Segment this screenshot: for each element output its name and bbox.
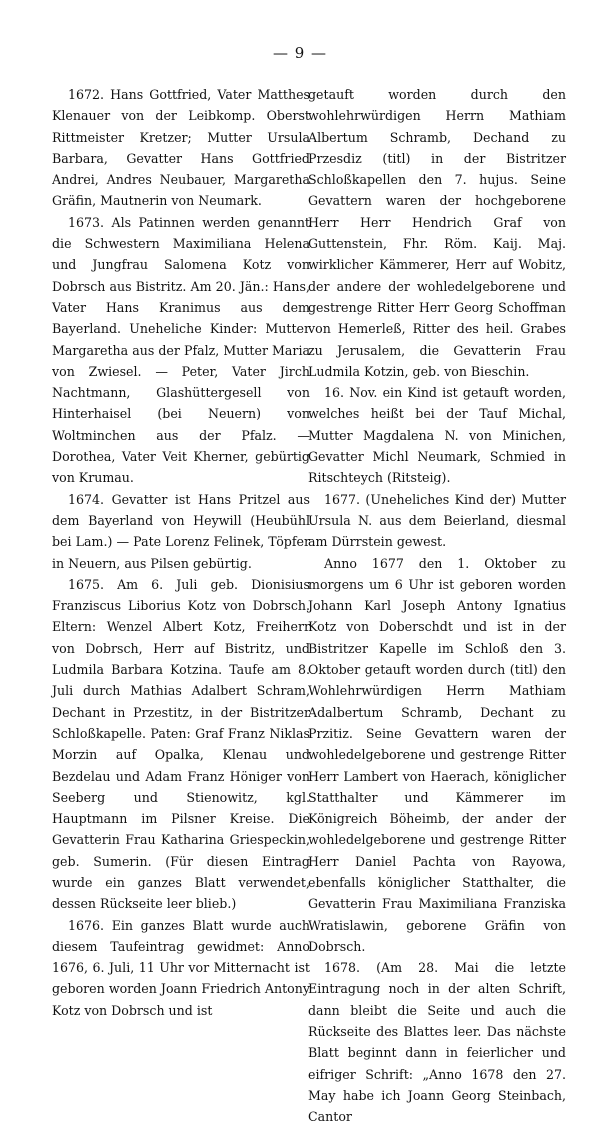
entry-1677: 1677. (Uneheliches Kind der) Mutter Ursula N. aus dem Beierland, diesmal am Dürrstein gewest. (308, 491, 566, 550)
entry-1676-start: 1676. Ein ganzes Blatt wurde auch diesem Taufeintrag gewidmet: Anno 1676, 6. Juli, 11 Uhr vor Mitternacht ist geboren worden Joann Friedrich Antony Kotz von Dobrsch und ist (52, 917, 310, 1018)
right-column (308, 84, 566, 1128)
entry-1672: 1672. Hans Gottfried, Vater Matthes Klenauer von der Leibkomp. Oberst Rittmeister Kretzer; Mutter Ursula Barbara, Gevatter Hans Gottfried Andrei, Andres Neubauer, Margaretha Gräfin, Mautnerin von Neumark. (52, 87, 310, 209)
entry-november: 16. Nov. ein Kind ist getauft worden, welches heißt bei der Tauf Michal, Mutter Magdalena N. von Minichen, Gevatter Michl Neumark, Schmied in Ritschteych (Ritsteig). (308, 385, 566, 486)
entry-1674: 1674. Gevatter ist Hans Pritzel aus dem Bayerland von Heywill (Heubühl bei Lam.) — Pate Lorenz Felinek, Töpfer in Neuern, aus Pilsen gebürtig. (52, 491, 310, 571)
entry-1676-continued: getauft worden durch den wohlehrwürdigen Herrn Mathiam Albertum Schramb, Dechand zu Przesdiz (titl) in der Bistritzer Schloßkapellen den 7. hujus. Seine Gevattern waren der hochgeborene Herr Herr Hendrich Graf von Guttenstein, Fhr. Röm. Kaij. Maj. wirklicher Kämmerer, Herr auf Wobitz, der andere der wohledelgeborene und gestrenge Ritter Herr Georg Schoffman von Hemerleß, Ritter des heil. Grabes zu Jerusalem, die Gevatterin Frau Ludmila Kotzin, geb. von Bieschin. (308, 87, 566, 379)
entry-anno-1677: Anno 1677 den 1. Oktober zu morgens um 6 Uhr ist geboren worden Johann Karl Joseph Antony Ignatius Kotz von Doberschdt und ist in der Bistritzer Kapelle im Schloß den 3. Oktober getauft worden durch (titl) den Wohlehrwürdigen Herrn Mathiam Adalbertum Schramb, Dechant zu Przitiz. Seine Gevattern waren der wohledelgeborene und gestrenge Ritter Herr Lambert von Haerach, königlicher Statthalter und Kämmerer im Königreich Böheimb, der ander der wohledelgeborene und gestrenge Ritter Herr Daniel Pachta von Rayowa, ebenfalls königlicher Statthalter, die Gevatterin Frau Maximiliana Franziska Wratislawin, geborene Gräfin von Dobrsch. (308, 555, 566, 954)
entry-1678: 1678. (Am 28. Mai die letzte Eintragung noch in der alten Schrift, dann bleibt die Seite und auch die Rückseite des Blattes leer. Das nächste Blatt beginnt dann in feierlicher und eifriger Schrift: „Anno 1678 den 27. May habe ich Joann Georg Steinbach, Cantor (308, 960, 566, 1125)
entry-1675: 1675. Am 6. Juli geb. Dionisius Franziscus Liborius Kotz von Dobrsch. Eltern: Wenzel Albert Kotz, Freiherr von Dobrsch, Herr auf Bistritz, und Ludmila Barbara Kotzina. Taufe am 8. Juli durch Mathias Adalbert Schram, Dechant in Przestitz, in der Bistritzer Schloßkapelle. Paten: Graf Franz Niklas Morzin auf Opalka, Klenau und Bezdelau und Adam Franz Höniger von Seeberg und Stienowitz, kgl. Hauptmann im Pilsner Kreise. Die Gevatterin Frau Katharina Griespeckin, geb. Sumerin. (Für diesen Eintrag wurde ein ganzes Blatt verwendet, dessen Rückseite leer blieb.) (52, 576, 310, 912)
page-number: — 9 — (272, 44, 328, 62)
left-column (52, 84, 310, 1021)
entry-1673: 1673. Als Patinnen werden genannt die Schwestern Maximiliana Helena und Jungfrau Salomena Kotz von Dobrsch aus Bistritz. Am 20. Jän.: Hans, Vater Hans Kranimus aus dem Bayerland. Uneheliche Kinder: Mutter Margaretha aus der Pfalz, Mutter Maria von Zwiesel. — Peter, Vater Jirch Nachtmann, Glashüttergesell von Hinterhaisel (bei Neuern) von Woltminchen aus der Pfalz. — Dorothea, Vater Veit Kherner, gebürtig von Krumau. (52, 214, 310, 486)
